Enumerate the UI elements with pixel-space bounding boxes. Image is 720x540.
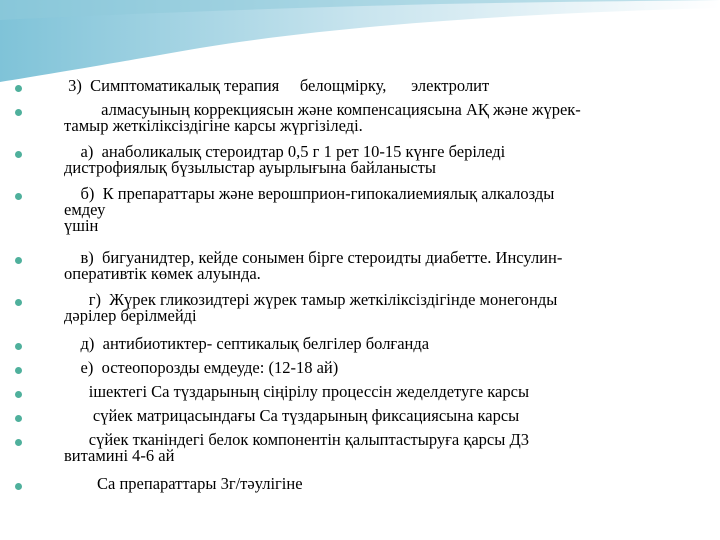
list-item-text [64,144,706,176]
bullet-dot-icon [15,343,22,350]
bullet-dot-icon [15,257,22,264]
list-item-text [64,336,706,352]
bullet-dot-icon [15,193,22,200]
list-item-text [64,384,706,400]
list-item-line: сүйек матрицасындағы Са түздарының фиксациясына карсы [64,406,520,425]
list-item-text [64,250,706,282]
list-item-line: емдеу [64,200,106,219]
bullet-dot-icon [15,151,22,158]
bullet-dot-icon [15,483,22,490]
list-item-text [64,102,706,134]
list-item-line: д) антибиотиктер- септикалық белгілер болғанда [64,334,430,353]
bullet-dot-icon [15,299,22,306]
list-item-text [64,360,706,376]
list-item-line: ішектегі Са түздарының сіңірілу процессін жеделдетуге карсы [64,382,530,401]
list-item-line: г) Жүрек гликозидтері жүрек тамыр жеткіліксіздігінде монегонды [64,290,558,309]
list-item-line: сүйек тканіндегі белок компонентін қалыптастыруға қарсы Д3 [64,430,529,449]
list-item-line: тамыр жеткіліксіздігіне карсы жүргізіледі. [64,116,363,135]
list-item-line: а) анаболикалық стероидтар 0,5 г 1 рет 10-15 күнге беріледі [64,142,506,161]
list-item-line: дәрілер берілмейді [64,306,197,325]
list-item-line: в) бигуанидтер, кейде сонымен бірге стероидты диабетте. Инсулин- [64,248,563,267]
bullet-dot-icon [15,109,22,116]
bullet-dot-icon [15,391,22,398]
list-item-line: дистрофиялық бүзылыстар ауырлығына байланысты [64,158,436,177]
list-item-line: б) К препараттары және верошприон-гипокалиемиялық алкалозды [64,184,555,203]
list-item-text [64,476,706,492]
bullet-dot-icon [15,367,22,374]
list-item-text [64,408,706,424]
list-item-line: үшін [64,216,99,235]
bullet-dot-icon [15,85,22,92]
list-item-text [64,186,706,234]
list-item-line: алмасуының коррекциясын және компенсациясына АҚ және жүрек- [64,100,581,119]
list-item-line: 3) Симптоматикалық терапия белощмірку, электролит [64,76,490,95]
list-item-line: е) остеопорозды емдеуде: (12-18 ай) [64,358,339,377]
list-item-text [64,78,706,94]
list-item-line: оперативтік көмек алуында. [64,264,261,283]
bullet-dot-icon [15,415,22,422]
list-item-text [64,292,706,324]
list-item-line: Са препараттары 3г/тәулігіне [64,474,303,493]
list-item-line: витамині 4-6 ай [64,446,175,465]
bullet-dot-icon [15,439,22,446]
list-item-text [64,432,706,464]
